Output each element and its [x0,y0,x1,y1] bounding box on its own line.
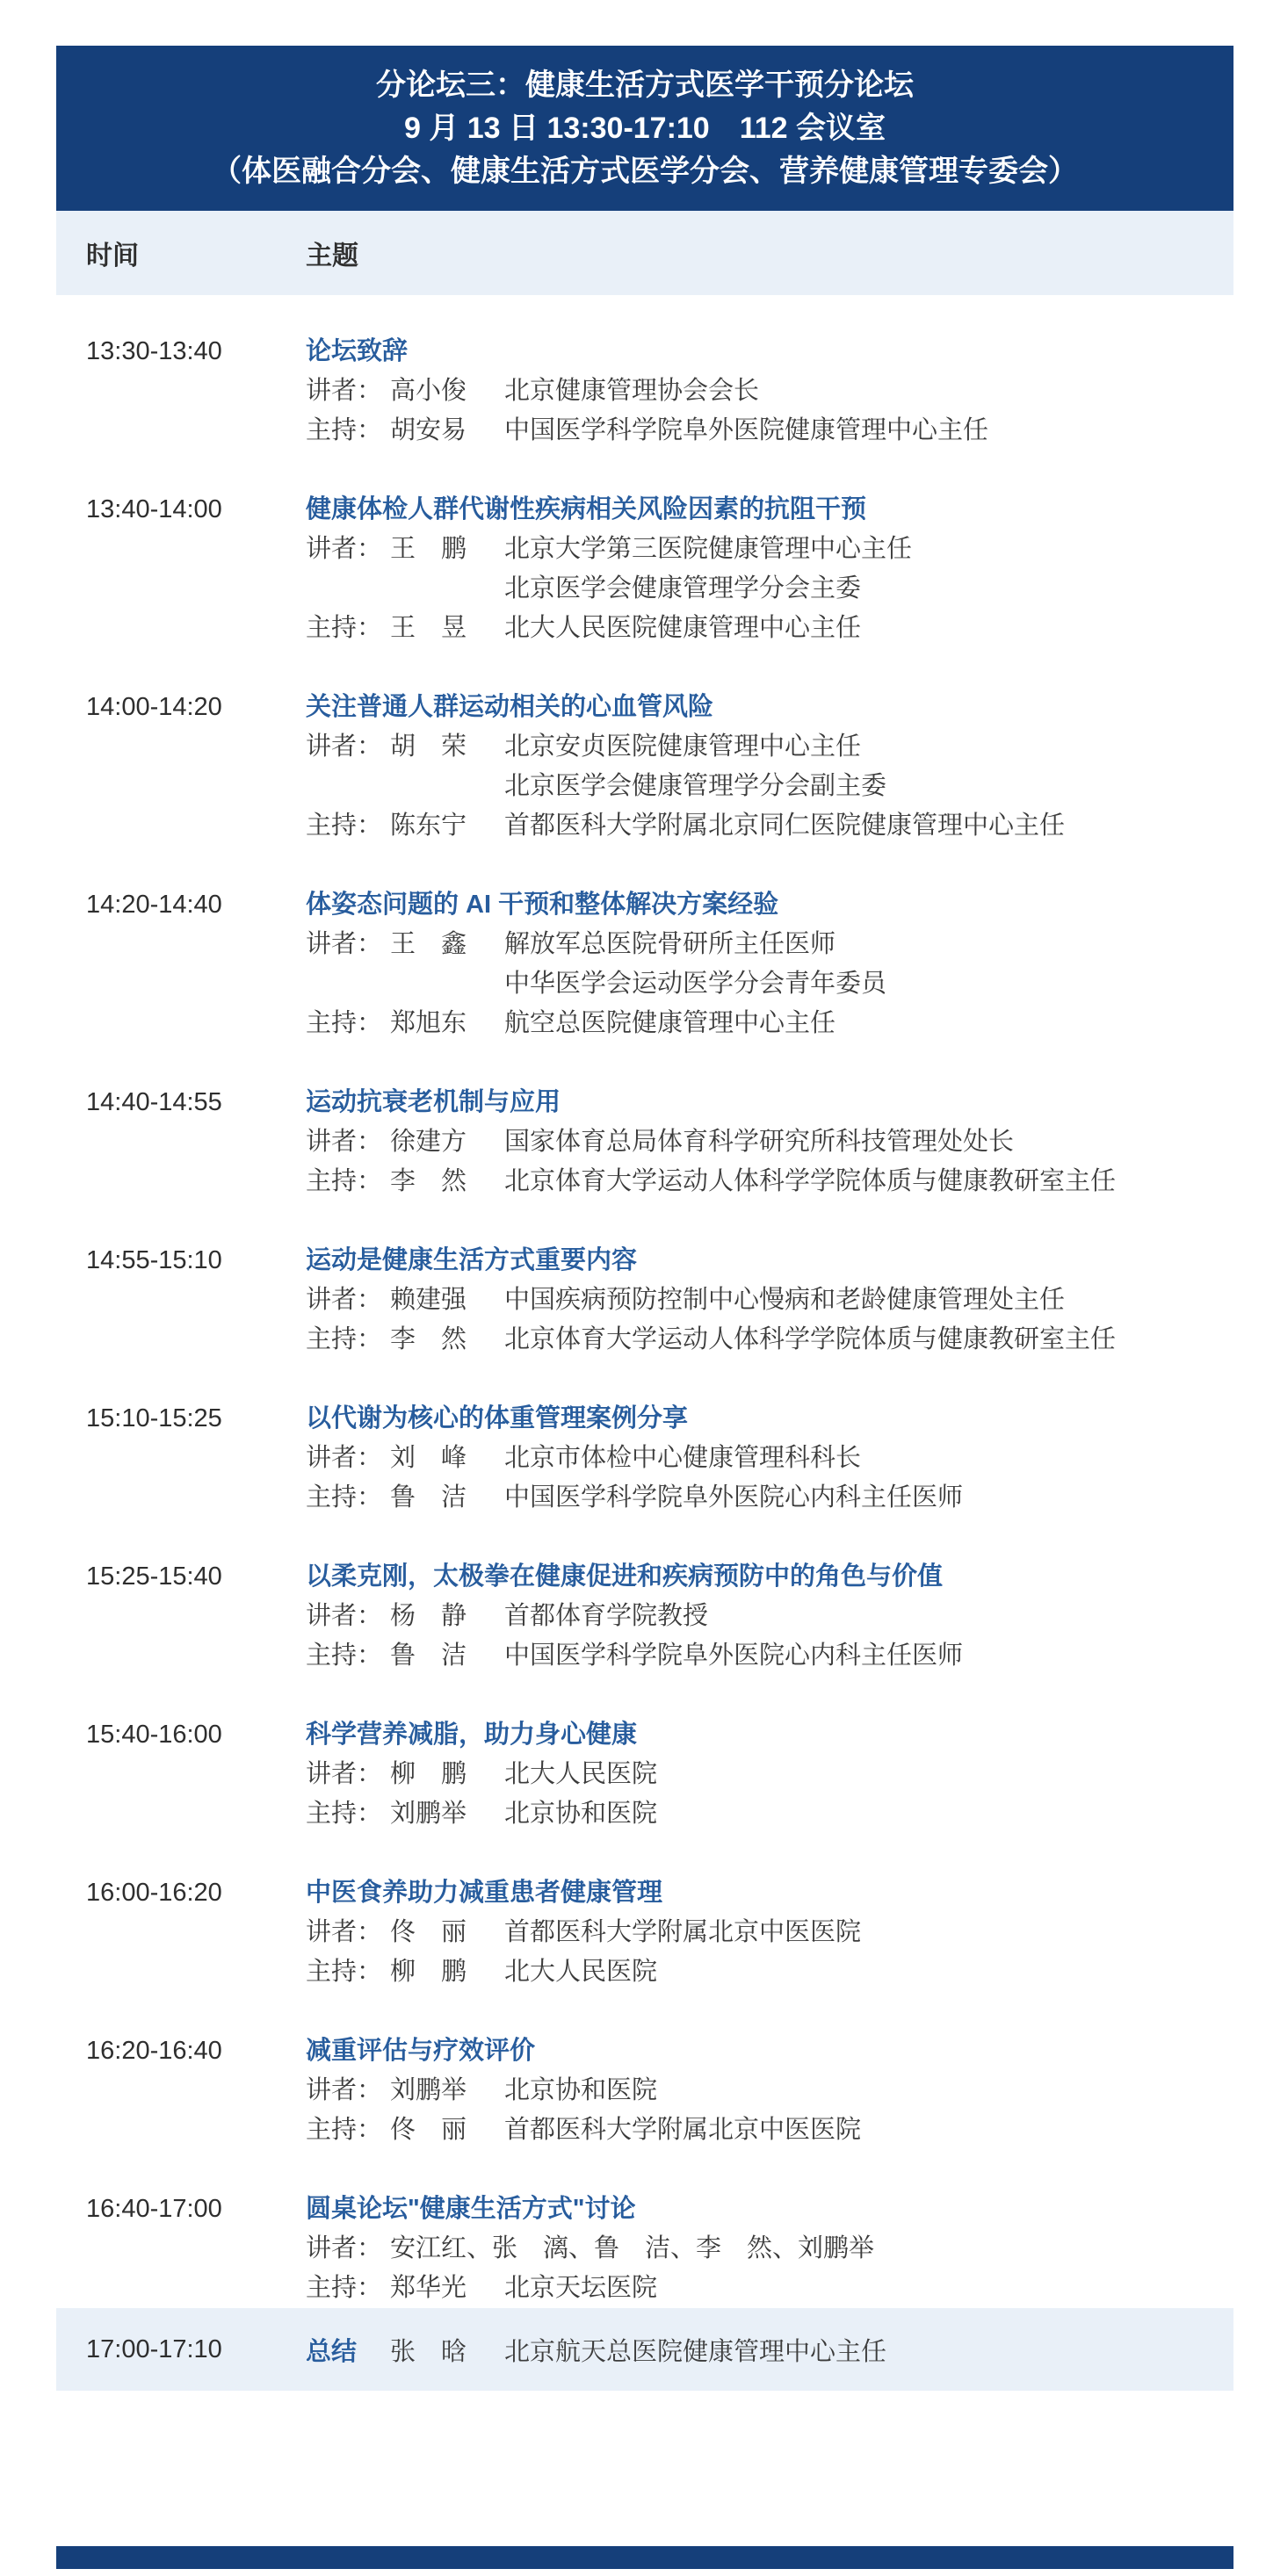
session-time: 16:40-17:00 [86,2195,222,2223]
session-title: 运动抗衰老机制与应用 [306,1088,561,1116]
person-org: 国家体育总局体育科学研究所科技管理处处长 [504,1128,1015,1156]
line-label: 讲者： [306,1602,383,1630]
host-line [306,1162,1233,1201]
line-label: 讲者： [306,2234,383,2262]
forum-organizers: （体医融合分会、健康生活方式医学分会、营养健康管理专委会） [212,155,1078,188]
session-title: 健康体检人群代谢性疾病相关风险因素的抗阻干预 [306,495,867,523]
session-row [86,1241,1233,1360]
person-name: 李 然 [390,1325,467,1353]
session-title: 圆桌论坛"健康生活方式"讨论 [306,2195,636,2223]
forum-title: 分论坛三：健康生活方式医学干预分论坛 [376,69,914,102]
line-label: 讲者： [306,2076,383,2104]
line-label: 讲者： [306,377,383,405]
speaker-line [306,2229,1233,2269]
summary-time: 17:00-17:10 [86,2334,222,2363]
forum-header [56,46,1233,212]
person-name: 刘 峰 [390,1444,467,1472]
speaker-line [306,2071,1233,2111]
speaker-line [306,1597,1233,1636]
session-time: 13:40-14:00 [86,495,222,523]
person-name: 佟 丽 [390,1918,467,1946]
person-org: 北京大学第三医院健康管理中心主任 [504,535,913,563]
session-row [86,688,1233,846]
person-org: 中国医学科学院阜外医院心内科主任医师 [504,1483,964,1512]
person-org: 北京健康管理协会会长 [504,377,760,405]
session-row [86,2031,1233,2150]
session-row [86,1557,1233,1676]
person-org: 北京医学会健康管理学分会副主委 [504,772,887,800]
line-label: 主持： [306,1800,383,1828]
person-org: 北大人民医院健康管理中心主任 [504,614,862,642]
person-name: 王 鹏 [390,535,467,563]
person-name: 郑华光 [390,2274,467,2302]
session-row [86,1715,1233,1834]
session-time: 16:00-16:20 [86,1879,222,1907]
session-time: 14:40-14:55 [86,1088,222,1116]
session-row [86,885,1233,1043]
session-body [306,490,1233,648]
line-label: 主持： [306,614,383,642]
person-org: 北京体育大学运动人体科学学院体质与健康教研室主任 [504,1167,1117,1195]
summary-person-org: 北京航天总医院健康管理中心主任 [504,2337,887,2366]
session-time: 14:20-14:40 [86,891,222,919]
person-name: 王 鑫 [390,930,467,958]
session-time: 16:20-16:40 [86,2037,222,2065]
person-org: 北京市体检中心健康管理科科长 [504,1444,862,1472]
person-org: 北京安贞医院健康管理中心主任 [504,732,862,761]
person-org: 首都体育学院教授 [504,1602,709,1630]
line-label: 讲者： [306,1128,383,1156]
line-label: 主持： [306,812,383,840]
speaker-line [306,372,1233,411]
person-org: 北大人民医院 [504,1760,658,1788]
host-line [306,2111,1233,2150]
session-body [306,1399,1233,1518]
session-time: 14:00-14:20 [86,693,222,721]
person-org: 中华医学会运动医学分会青年委员 [504,970,887,998]
line-label: 讲者： [306,930,383,958]
person-org: 解放军总医院骨研所主任医师 [504,930,836,958]
speaker-line [306,727,1233,767]
session-title: 以代谢为核心的体重管理案例分享 [306,1404,689,1432]
host-line [306,411,1233,451]
person-name: 刘鹏举 [390,2076,467,2104]
person-name: 胡 荣 [390,732,467,761]
line-label: 主持： [306,1009,383,1037]
person-name: 佟 丽 [390,2116,467,2144]
speaker-line [306,1122,1233,1162]
person-org: 中国疾病预防控制中心慢病和老龄健康管理处主任 [504,1286,1066,1314]
session-title: 运动是健康生活方式重要内容 [306,1246,638,1274]
session-row [86,1083,1233,1201]
session-row [86,1873,1233,1992]
person-name: 高小俊 [390,377,467,405]
host-line [306,1478,1233,1518]
line-label [306,767,390,806]
session-title: 科学营养减脂，助力身心健康 [306,1721,638,1749]
person-name [390,767,504,806]
session-title: 中医食养助力减重患者健康管理 [306,1879,663,1907]
session-body [306,1873,1233,1992]
person-name [390,569,504,609]
person-name: 柳 鹏 [390,1958,467,1986]
session-row [86,490,1233,648]
line-label: 主持： [306,1642,383,1670]
line-label [306,964,390,1004]
person-name: 王 昱 [390,614,467,642]
session-row [86,1399,1233,1518]
host-line [306,1320,1233,1360]
session-row [86,332,1233,451]
session-body [306,1241,1233,1360]
column-header-time: 时间 [86,242,139,271]
session-title: 减重评估与疗效评价 [306,2037,536,2065]
session-body [306,2190,1233,2308]
line-label: 主持： [306,1958,383,1986]
speaker-line [306,1755,1233,1794]
line-label: 主持： [306,2116,383,2144]
session-body [306,2031,1233,2150]
column-header-topic: 主题 [306,242,358,271]
session-time: 15:40-16:00 [86,1721,222,1749]
person-name: 杨 静 [390,1602,467,1630]
host-line [306,2269,1233,2308]
person-org: 航空总医院健康管理中心主任 [504,1009,836,1037]
session-row [86,2190,1233,2308]
person-org: 北京天坛医院 [504,2274,658,2302]
session-body [306,688,1233,846]
person-name: 鲁 洁 [390,1483,467,1512]
session-body [306,1715,1233,1834]
person-name [390,964,504,1004]
line-label [306,569,390,609]
session-body [306,332,1233,451]
line-label: 讲者： [306,1918,383,1946]
host-line [306,806,1233,846]
host-line [306,1794,1233,1834]
person-name: 李 然 [390,1167,467,1195]
column-header-row [56,211,1233,295]
line-label: 主持： [306,1483,383,1512]
session-time: 15:10-15:25 [86,1404,222,1432]
person-org: 北京协和医院 [504,1800,658,1828]
session-title: 体姿态问题的 AI 干预和整体解决方案经验 [306,891,779,919]
line-label: 讲者： [306,1444,383,1472]
session-title: 论坛致辞 [306,337,409,365]
session-title: 以柔克刚，太极拳在健康促进和疾病预防中的角色与价值 [306,1562,944,1591]
person-org: 中国医学科学院阜外医院心内科主任医师 [504,1642,964,1670]
person-org: 北京体育大学运动人体科学学院体质与健康教研室主任 [504,1325,1117,1353]
person-name: 刘鹏举 [390,1800,467,1828]
speaker-line [306,530,1233,569]
session-time: 14:55-15:10 [86,1246,222,1274]
session-list [56,332,1233,2348]
person-name: 赖建强 [390,1286,467,1314]
speaker-line [306,1439,1233,1478]
session-body [306,885,1233,1043]
summary-person-name: 张 晗 [390,2337,467,2366]
person-org: 北大人民医院 [504,1958,658,1986]
session-title: 关注普通人群运动相关的心血管风险 [306,693,714,721]
summary-label: 总结 [306,2337,358,2366]
speaker-line [306,925,1233,964]
person-org: 北京医学会健康管理学分会主委 [504,574,862,603]
continuation-line [306,767,1233,806]
line-label: 主持： [306,1325,383,1353]
speaker-line [306,1913,1233,1952]
host-line [306,609,1233,648]
line-label: 讲者： [306,535,383,563]
line-label: 主持： [306,2274,383,2302]
host-line [306,1636,1233,1676]
person-org: 首都医科大学附属北京中医医院 [504,2116,862,2144]
line-label: 主持： [306,1167,383,1195]
person-name: 鲁 洁 [390,1642,467,1670]
forum-datetime-room: 9 月 13 日 13:30-17:10 112 会议室 [403,112,886,145]
person-name: 陈东宁 [390,812,467,840]
person-org: 北京协和医院 [504,2076,658,2104]
person-org: 首都医科大学附属北京中医医院 [504,1918,862,1946]
line-label: 讲者： [306,732,383,761]
host-line [306,1952,1233,1992]
person-name: 柳 鹏 [390,1760,467,1788]
host-line [306,1004,1233,1043]
session-time: 15:25-15:40 [86,1562,222,1591]
line-label: 讲者： [306,1286,383,1314]
line-label: 主持： [306,416,383,444]
summary-row [56,2308,1233,2391]
continuation-line [306,569,1233,609]
person-org: 中国医学科学院阜外医院健康管理中心主任 [504,416,989,444]
line-label: 讲者： [306,1760,383,1788]
session-body [306,1083,1233,1201]
continuation-line [306,964,1233,1004]
session-body [306,1557,1233,1676]
person-name: 郑旭东 [390,1009,467,1037]
person-org: 首都医科大学附属北京同仁医院健康管理中心主任 [504,812,1066,840]
roundtable-participants: 安江红、张 漓、鲁 洁、李 然、刘鹏举 [390,2234,875,2262]
person-name: 胡安易 [390,416,467,444]
session-time: 13:30-13:40 [86,337,222,365]
person-name: 徐建方 [390,1128,467,1156]
speaker-line [306,1281,1233,1320]
footer-bar [56,2546,1233,2569]
